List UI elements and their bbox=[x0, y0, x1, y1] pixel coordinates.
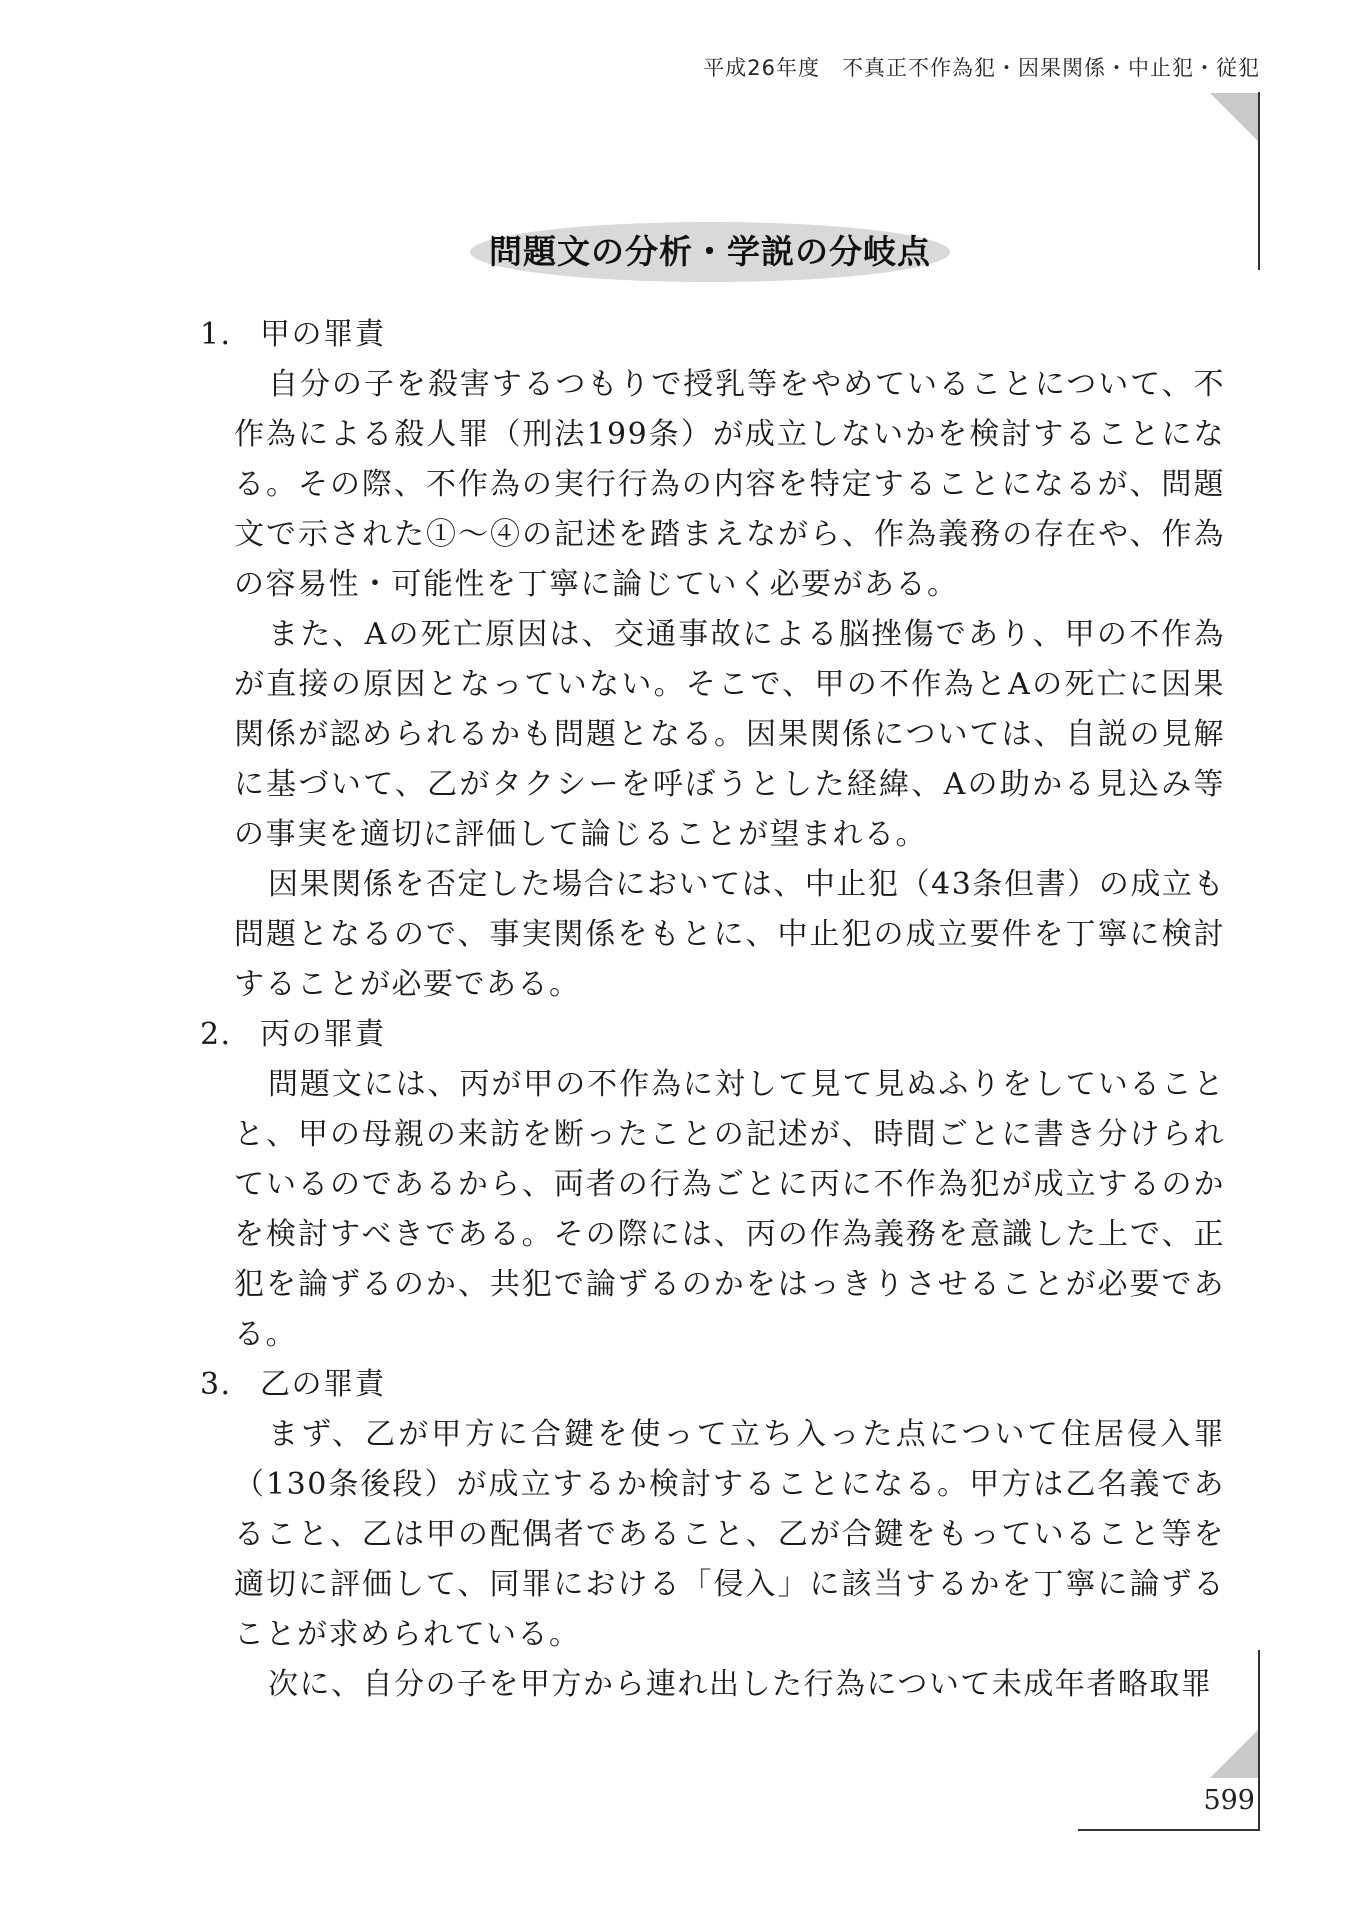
section-heading bbox=[200, 1010, 1225, 1060]
section-heading-text: 丙の罪責 bbox=[260, 1017, 386, 1052]
section-number: 2． bbox=[200, 1017, 253, 1052]
section-heading bbox=[200, 1360, 1225, 1410]
section-2 bbox=[200, 1010, 1225, 1360]
section-title: 問題文の分析・学説の分岐点 bbox=[489, 232, 931, 271]
main-content bbox=[200, 310, 1225, 1710]
running-header: 平成26年度 不真正不作為犯・因果関係・中止犯・従犯 bbox=[703, 56, 1260, 80]
header-vertical-rule bbox=[1258, 92, 1260, 270]
paragraph: 問題文には、丙が甲の不作為に対して見て見ぬふりをしていることと、甲の母親の来訪を断ったことの記述が、時間ごとに書き分けられているのであるから、両者の行為ごとに丙に不作為犯が成立するのかを検討すべきである。その際には、丙の作為義務を意識した上で、正犯を論ずるのか、共犯で論ずるのかをはっきりさせることが必要である。 bbox=[234, 1067, 1225, 1352]
section-heading-text: 乙の罪責 bbox=[260, 1367, 386, 1402]
page-number: 599 bbox=[1203, 1785, 1255, 1816]
section-number: 1． bbox=[200, 317, 253, 352]
paragraph: 次に、自分の子を甲方から連れ出した行為について未成年者略取罪 bbox=[268, 1667, 1213, 1702]
footer-horizontal-rule bbox=[1078, 1829, 1260, 1831]
paragraph: 自分の子を殺害するつもりで授乳等をやめていることについて、不作為による殺人罪（刑法199条）が成立しないかを検討することになる。その際、不作為の実行行為の内容を特定することになるが、問題文で示された①〜④の記述を踏まえながら、作為義務の存在や、作為の容易性・可能性を丁寧に論じていく必要がある。 bbox=[234, 367, 1225, 602]
section-title-banner bbox=[470, 222, 950, 282]
paragraph: また、Aの死亡原因は、交通事故による脳挫傷であり、甲の不作為が直接の原因となっていない。そこで、甲の不作為とAの死亡に因果関係が認められるかも問題となる。因果関係については、自説の見解に基づいて、乙がタクシーを呼ぼうとした経緯、Aの助かる見込み等の事実を適切に評価して論じることが望まれる。 bbox=[234, 617, 1225, 852]
paragraph: まず、乙が甲方に合鍵を使って立ち入った点について住居侵入罪（130条後段）が成立するか検討することになる。甲方は乙名義であること、乙は甲の配偶者であること、乙が合鍵をもっていること等を適切に評価して、同罪における「侵入」に該当するかを丁寧に論ずることが求められている。 bbox=[234, 1417, 1225, 1652]
footer-vertical-rule bbox=[1258, 1650, 1260, 1830]
section-3 bbox=[200, 1360, 1225, 1710]
section-heading bbox=[200, 310, 1225, 360]
section-1 bbox=[200, 310, 1225, 1010]
section-heading-text: 甲の罪責 bbox=[260, 317, 386, 352]
footer-corner-ornament bbox=[1210, 1730, 1258, 1778]
header-corner-ornament bbox=[1210, 93, 1258, 141]
paragraph: 因果関係を否定した場合においては、中止犯（43条但書）の成立も問題となるので、事実関係をもとに、中止犯の成立要件を丁寧に検討することが必要である。 bbox=[234, 867, 1225, 1002]
section-number: 3． bbox=[200, 1367, 253, 1402]
